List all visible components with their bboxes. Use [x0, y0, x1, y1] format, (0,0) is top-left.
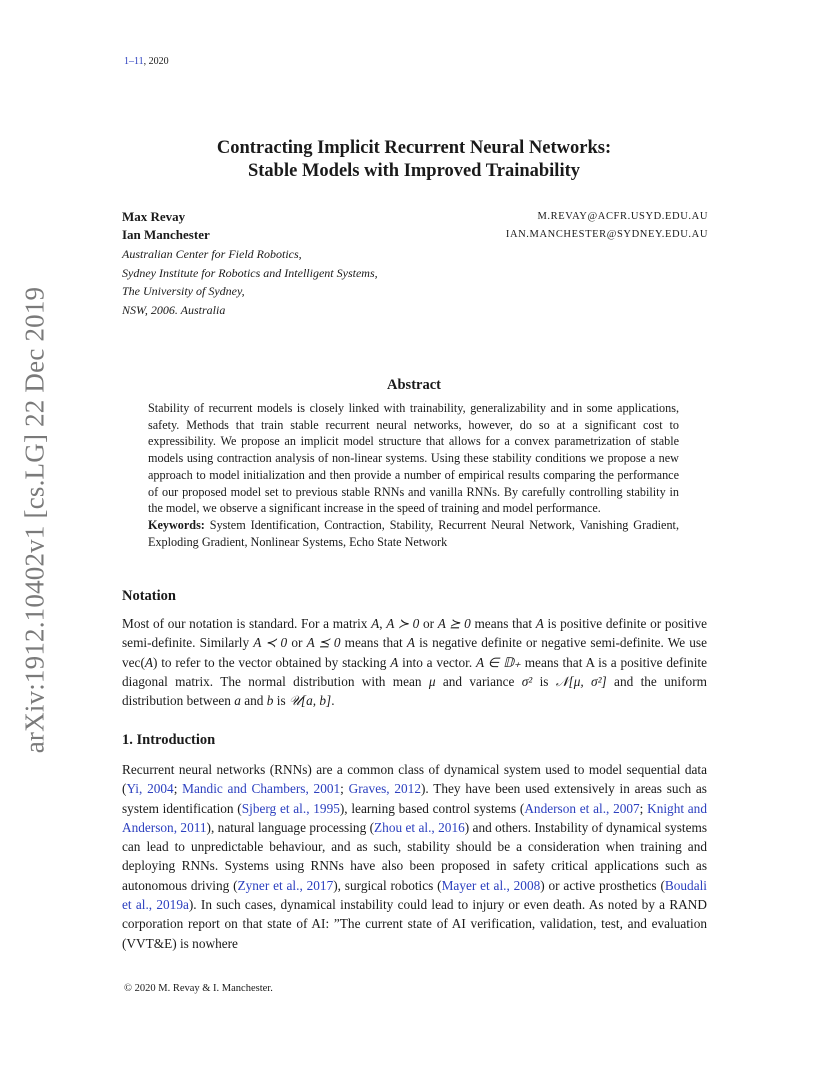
author-email-1[interactable]: M.REVAY@ACFR.USYD.EDU.AU: [537, 211, 708, 222]
notation-paragraph: Most of our notation is standard. For a matrix A, A ≻ 0 or A ⪰ 0 means that A is positive definite or positive semi-definite. Similarly A ≺ 0 or A ⪯ 0 means that A is negative definite or negative semi-definite. We use vec(A) to refer to the vector obtained by stacking A into a vector. A ∈ 𝔻₊ means that A is a positive definite diagonal matrix. The normal distribution with mean μ and variance σ² is 𝒩[μ, σ²] and the uniform distribution between a and b is 𝒰[a, b].: [122, 616, 708, 709]
math-A: A: [144, 654, 154, 670]
copyright-footer: © 2020 M. Revay & I. Manchester.: [124, 983, 273, 994]
text-run: is negative definite or negative semi-definite. We use vec(: [122, 635, 708, 670]
text-run: .: [331, 693, 335, 709]
page-range-link[interactable]: 1–11: [124, 56, 144, 67]
text-run: means that A is a positive definite diagonal matrix. The normal distribution with mean: [122, 654, 707, 689]
math-A: A: [390, 654, 399, 670]
text-run: is positive definite or positive semi-definite. Similarly: [122, 616, 707, 651]
math-sigma-squared: σ²: [521, 673, 533, 689]
notation-heading: Notation: [122, 588, 176, 604]
keywords-list: System Identification, Contraction, Stability, Recurrent Neural Network, Vanishing Gradient, Exploding Gradient, Nonlinear Systems, Echo State Network: [148, 517, 679, 549]
math-b: b: [266, 693, 274, 709]
math-uniform-distribution: 𝒰[a, b]: [288, 693, 332, 709]
math-a: a: [234, 693, 241, 709]
abstract-text: Stability of recurrent models is closely linked with trainability, generalizability and in some applications, safety. Methods that train stable recurrent neural networks, however, do so at a significant cost to expressibility. We propose an implicit model structure that allows for a convex parametrization of stable models using contraction analysis of non-linear systems. Using these stability conditions we propose a new approach to model initialization and then provide a number of empirical results comparing the performance of our proposed model set to previous stable RNNs and vanilla RNNs. By carefully controlling stability in the model, we observe a significant increase in the speed of training and model performance.: [148, 401, 679, 516]
math-negative-semidefinite: A ⪯ 0: [306, 635, 341, 651]
affiliation: [122, 245, 378, 319]
text-run: ) or active prosthetics (: [540, 877, 665, 893]
text-run: ), surgical robotics (: [333, 877, 442, 893]
citation-sjberg[interactable]: Sjberg et al., 1995: [241, 800, 340, 816]
citation-zhou[interactable]: Zhou et al., 2016: [374, 819, 465, 835]
author-name-1: Max Revay: [122, 209, 186, 224]
math-A: A: [535, 616, 544, 631]
title-line-2: Stable Models with Improved Trainability: [247, 161, 580, 181]
title-line-1: Contracting Implicit Recurrent Neural Networks:: [216, 138, 612, 158]
math-normal-distribution: 𝒩[μ, σ²]: [555, 673, 607, 689]
author-email-2[interactable]: IAN.MANCHESTER@SYDNEY.EDU.AU: [505, 229, 708, 240]
citation-knight[interactable]: Knight and Anderson, 2011: [122, 800, 707, 835]
text-run: Recurrent neural networks (RNNs) are a common class of dynamical system used to model sequential data (: [122, 762, 707, 797]
affiliation-line: The University of Sydney,: [122, 284, 245, 299]
text-run: and the uniform distribution between: [122, 673, 707, 709]
text-run: ) and others. Instability of dynamical systems can lead to unpredictable behaviour, and as such, stability should be a consideration when training and deploying RNNs. Systems using RNNs have also been proposed in safety critical applications such as autonomous driving (: [122, 819, 707, 893]
introduction-heading: 1. Introduction: [122, 732, 216, 748]
citation-yi[interactable]: Yi, 2004: [126, 781, 174, 797]
text-run: is: [273, 693, 289, 709]
math-positive-definite: A ≻ 0: [386, 616, 420, 631]
author-name-2: Ian Manchester: [122, 227, 210, 242]
text-run: or: [287, 635, 307, 651]
arxiv-side-label: [6, 280, 64, 760]
text-run: Most of our notation is standard. For a matrix: [122, 616, 372, 631]
citation-graves[interactable]: Graves, 2012: [348, 781, 421, 797]
paper-title: [0, 137, 828, 183]
text-run: ). They have been used extensively in areas such as system identification (: [122, 781, 707, 816]
affiliation-line: Australian Center for Field Robotics,: [122, 247, 302, 261]
keywords: [148, 517, 679, 550]
text-run: ), natural language processing (: [206, 819, 375, 835]
math-mu: μ: [428, 673, 436, 689]
affiliation-line: Sydney Institute for Robotics and Intelligent Systems,: [122, 265, 378, 280]
text-run: means that: [340, 635, 407, 651]
header-year: , 2020: [143, 56, 169, 67]
citation-anderson[interactable]: Anderson et al., 2007: [524, 800, 640, 816]
introduction-paragraph: Recurrent neural networks (RNNs) are a common class of dynamical system used to model sequential data (Yi, 2004; Mandic and Chambers, 2001; Graves, 2012). They have been used extensively in areas such as system identification (Sjberg et al., 1995), learning based control systems (Anderson et al., 2007; Knight and Anderson, 2011), natural language processing (Zhou et al., 2016) and others. Instability of dynamical systems can lead to unpredictable behaviour, and as such, stability should be a consideration when training and deploying RNNs. Systems using RNNs have also been proposed in safety critical applications such as autonomous driving (Zyner et al., 2017), surgical robotics (Mayer et al., 2008) or active prosthetics (Boudali et al., 2019a). In such cases, dynamical instability could lead to injury or even death. As noted by a RAND corporation report on that state of AI: ”The current state of AI verification, validation, test, and evaluation (VVT&E) is nowhere: [122, 762, 707, 951]
text-run: ). In such cases, dynamical instability could lead to injury or even death. As noted by a RAND corporation report on that state of AI: ”The current state of AI verification, validation, test, and evaluation (VVT&E) is nowhere: [122, 897, 707, 951]
math-diagonal-set: A ∈ 𝔻₊: [475, 654, 521, 670]
text-run: is: [532, 673, 556, 689]
math-negative-definite: A ≺ 0: [253, 635, 288, 651]
citation-mayer[interactable]: Mayer et al., 2008: [441, 877, 541, 893]
page-header: [124, 56, 169, 67]
abstract-heading: Abstract: [387, 377, 441, 393]
math-A: A: [406, 635, 415, 651]
abstract-body: [148, 400, 679, 550]
math-A: A: [371, 616, 380, 631]
citation-zyner[interactable]: Zyner et al., 2017: [237, 877, 334, 893]
citation-boudali[interactable]: Boudali et al., 2019a: [122, 877, 707, 913]
affiliation-line: NSW, 2006. Australia: [122, 302, 226, 317]
text-run: into a vector.: [398, 654, 476, 670]
text-run: ) to refer to the vector obtained by stacking: [153, 654, 391, 670]
citation-mandic[interactable]: Mandic and Chambers, 2001: [182, 781, 341, 797]
text-run: ), learning based control systems (: [339, 800, 525, 816]
keywords-label: Keywords:: [148, 517, 205, 532]
arxiv-identifier: arXiv:1912.10402v1 [cs.LG] 22 Dec 2019: [19, 286, 50, 754]
math-positive-semidefinite: A ⪰ 0: [437, 616, 471, 631]
text-run: means that: [470, 616, 536, 631]
text-run: or: [419, 616, 438, 631]
text-run: and variance: [435, 673, 522, 689]
text-run: and: [240, 693, 267, 709]
